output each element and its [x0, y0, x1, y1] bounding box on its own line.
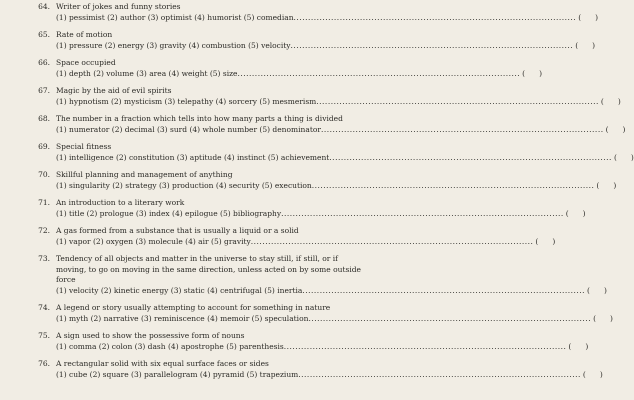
question-number: 64. — [38, 2, 50, 11]
answer-options: (1) pressure (2) energy (3) gravity (4) combustion (5) velocity — [56, 40, 291, 50]
question-prompt: A legend or story usually attempting to account for something in nature — [56, 303, 331, 312]
question-76 — [34, 359, 603, 380]
answer-blank[interactable]: ( ) — [575, 40, 596, 50]
question-71 — [34, 198, 586, 219]
answer-options: (1) velocity (2) kinetic energy (3) static (4) centrifugal (5) inertia — [56, 285, 303, 295]
question-prompt: Space occupied — [56, 58, 116, 67]
question-69 — [34, 142, 634, 163]
answer-options: (1) pessimist (2) author (3) optimist (4) humorist (5) comedian — [56, 12, 294, 22]
question-number: 74. — [38, 303, 50, 312]
dot-leader — [281, 209, 564, 220]
dot-leader — [238, 69, 521, 80]
question-70 — [34, 170, 617, 191]
question-number: 75. — [38, 331, 50, 340]
dot-leader — [329, 153, 612, 164]
question-73 — [34, 254, 607, 296]
question-prompt: The number in a fraction which tells into how many parts a thing is divided — [56, 114, 343, 123]
question-68 — [34, 114, 626, 135]
question-number: 73. — [38, 254, 50, 263]
answer-options: (1) singularity (2) strategy (3) production (4) security (5) execution — [56, 180, 312, 190]
answer-options: (1) intelligence (2) constitution (3) aptitude (4) instinct (5) achievement — [56, 152, 330, 162]
answer-options: (1) vapor (2) oxygen (3) molecule (4) air (5) gravity — [56, 236, 251, 246]
answer-options: (1) myth (2) narrative (3) reminiscence (4) memoir (5) speculation — [56, 313, 309, 323]
answer-options: (1) numerator (2) decimal (3) surd (4) whole number (5) denominator — [56, 124, 321, 134]
answer-blank[interactable]: ( ) — [596, 180, 617, 190]
question-number: 68. — [38, 114, 50, 123]
dot-leader — [291, 41, 574, 52]
dot-leader — [316, 97, 599, 108]
question-prompt-continued: moving, to go on moving in the same direction, unless acted on by some outside — [56, 264, 361, 274]
dot-leader — [308, 314, 591, 325]
answer-options: (1) depth (2) volume (3) area (4) weight (5) size — [56, 68, 238, 78]
question-prompt: A rectangular solid with six equal surface faces or sides — [56, 359, 269, 368]
answer-blank[interactable]: ( ) — [593, 313, 613, 323]
dot-leader — [294, 13, 577, 24]
answer-blank[interactable]: ( ) — [578, 12, 599, 22]
answer-options: (1) comma (2) colon (3) dash (4) apostrophe (5) parenthesis — [56, 341, 284, 351]
answer-blank[interactable]: ( ) — [535, 236, 556, 246]
dot-leader — [321, 125, 604, 136]
dot-leader — [312, 181, 595, 192]
question-prompt: Writer of jokes and funny stories — [56, 2, 181, 11]
question-67 — [34, 86, 621, 107]
question-number: 71. — [38, 198, 50, 207]
question-number: 69. — [38, 142, 50, 151]
dot-leader — [284, 342, 567, 353]
question-number: 66. — [38, 58, 50, 67]
question-66 — [34, 58, 543, 79]
dot-leader — [251, 237, 534, 248]
question-prompt-continued: force — [56, 275, 76, 285]
answer-options: (1) hypnotism (2) mysticism (3) telepathy (4) sorcery (5) mesmerism — [56, 96, 317, 106]
question-prompt: An introduction to a literary work — [56, 198, 185, 207]
question-75 — [34, 331, 589, 352]
answer-blank[interactable]: ( ) — [568, 341, 589, 351]
question-prompt: Magic by the aid of evil spirits — [56, 86, 172, 95]
question-prompt: Tendency of all objects and matter in the universe to stay still, if still, or if — [56, 254, 338, 263]
answer-options: (1) title (2) prologue (3) index (4) epilogue (5) bibliography — [56, 208, 282, 218]
question-number: 76. — [38, 359, 50, 368]
question-number: 72. — [38, 226, 50, 235]
question-prompt: Special fitness — [56, 142, 112, 151]
question-64 — [34, 2, 599, 23]
question-74 — [34, 303, 613, 324]
question-number: 65. — [38, 30, 50, 39]
answer-blank[interactable]: ( ) — [587, 285, 607, 295]
answer-blank[interactable]: ( ) — [565, 208, 586, 218]
answer-options: (1) cube (2) square (3) parallelogram (4) pyramid (5) trapezium — [56, 369, 299, 379]
dot-leader — [298, 370, 581, 381]
answer-blank[interactable]: ( ) — [613, 152, 634, 162]
question-prompt: A gas formed from a substance that is usually a liquid or a solid — [56, 226, 299, 235]
answer-blank[interactable]: ( ) — [582, 369, 603, 379]
question-prompt: Rate of motion — [56, 30, 113, 39]
question-number: 67. — [38, 86, 50, 95]
question-number: 70. — [38, 170, 50, 179]
answer-blank[interactable]: ( ) — [600, 96, 621, 106]
question-prompt: Skillful planning and management of anything — [56, 170, 233, 179]
answer-blank[interactable]: ( ) — [605, 124, 626, 134]
question-65 — [34, 30, 596, 51]
answer-blank[interactable]: ( ) — [522, 68, 543, 78]
question-prompt: A sign used to show the possessive form of nouns — [56, 331, 245, 340]
dot-leader — [302, 286, 585, 297]
question-72 — [34, 226, 556, 247]
